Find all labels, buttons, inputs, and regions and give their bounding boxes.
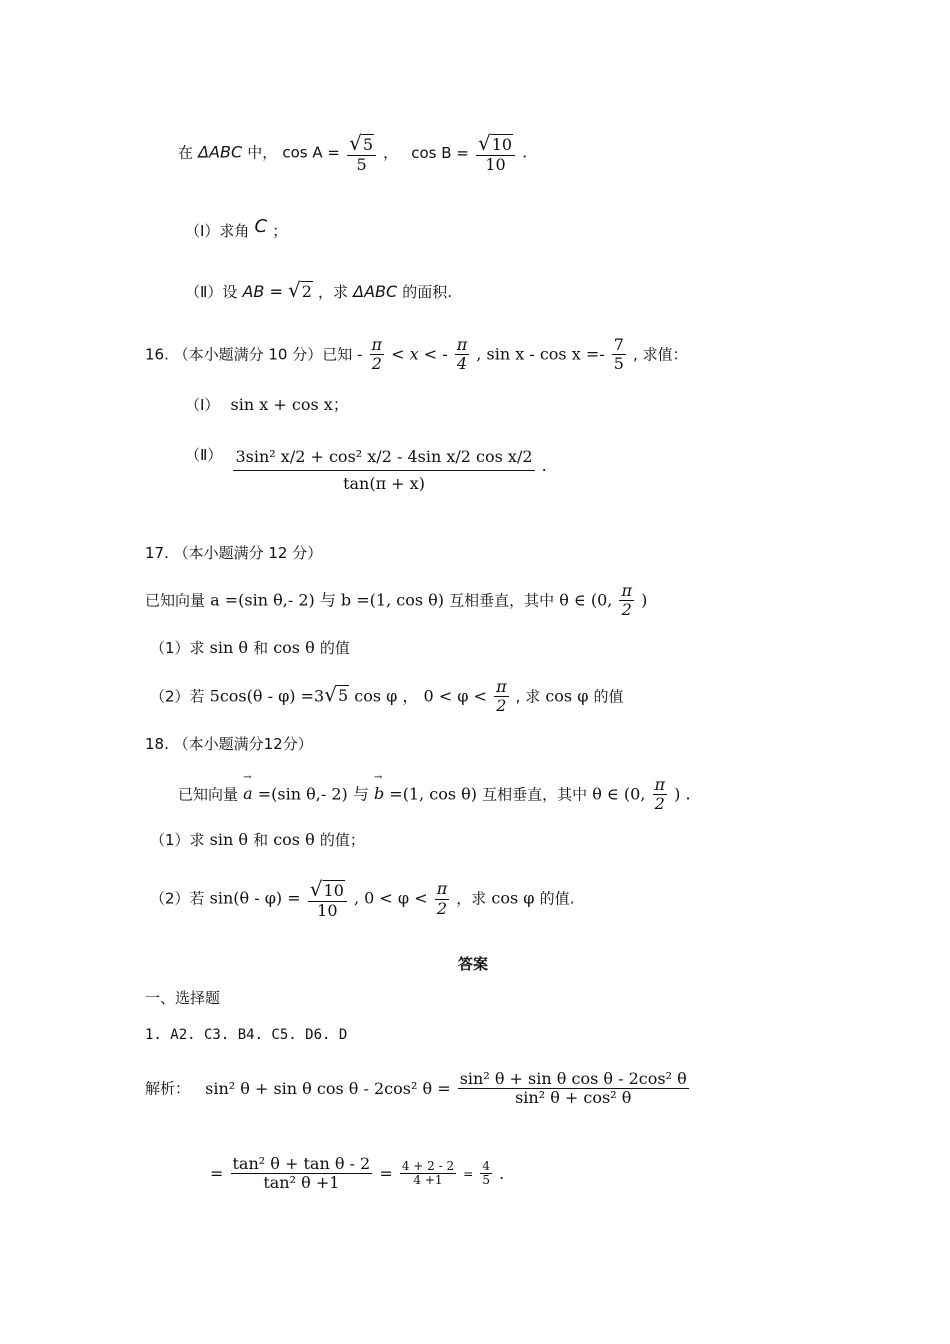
p15-triangle: ΔABC bbox=[198, 142, 243, 162]
p15-cosB: cos B = bbox=[411, 143, 469, 162]
p17-q2: （2）若 5cos(θ - φ) =3√5 cos φ ， 0 < φ < $\frac{\pi}{2}$ , 求 cos φ 的值 bbox=[150, 677, 624, 716]
p17-line1: 已知向量 a =(sin θ,- 2) 与 b =(1, cos θ) 互相垂直，其中 θ ∈ (0, $\frac{\pi}{2}$ ) bbox=[145, 581, 648, 620]
p16-head: 16. （本小题满分 10 分）已知 - $\frac{\pi}{2}$ < x < - $\frac{\pi}{4}$ , sin x - cos x =- $\frac{7}{5}$ , 求值： bbox=[145, 335, 688, 374]
p15-cosA-frac: $\frac{√5}{5}$ bbox=[347, 132, 376, 174]
p17-head: 17. （本小题满分 12 分） bbox=[145, 544, 323, 562]
section-choice: 一、选择题 bbox=[145, 989, 221, 1007]
p16-q2-frac: $\frac{\text{3sin² x/2 + cos² x/2 - 4sin x/2 cos x/2}}{\tan(\pi + x)}$ bbox=[235, 447, 533, 494]
p18-q2: （2）若 sin(θ - φ) = $\frac{√10}{10}$ , 0 < φ < $\frac{\pi}{2}$ ，求 cos φ 的值. bbox=[150, 877, 575, 920]
p15-q2: （Ⅱ）设 AB = √2 ，求 ΔABC 的面积. bbox=[185, 278, 453, 302]
p15-cosA: cos A = bbox=[282, 143, 340, 162]
p15-pre: 在 bbox=[178, 143, 194, 162]
p18-q1: （1）求 sin θ 和 cos θ 的值； bbox=[150, 830, 365, 849]
p15-given: 在 ΔABC 中， cos A = $\frac{√5}{5}$ ， cos B = $\frac{√10}{10}$ . bbox=[178, 131, 528, 174]
p15-cosB-frac: $\frac{√10}{10}$ bbox=[476, 132, 515, 174]
p15-mid: 中， bbox=[247, 143, 278, 162]
p15-q1: （Ⅰ）求角 C ； bbox=[185, 216, 288, 240]
choice-answers: 1. A2. C3. B4. C5. D6. D bbox=[145, 1027, 348, 1043]
answers-title: 答案 bbox=[458, 955, 489, 973]
p18-line1: 已知向量 → a =(sin θ,- 2) 与 → b =(1, cos θ) 互相垂直，其中 θ ∈ (0, $\frac{\pi}{2}$ ) . bbox=[178, 776, 691, 814]
p17-q1: （1）求 sin θ 和 cos θ 的值 bbox=[150, 638, 350, 657]
jiexi-line2: = $\frac{\text{tan² θ + tan θ - 2}}{\text{tan² θ +1}}$ = $\frac{4 + 2 - 2}{4 +1}$ = $\frac{4}{5}$ . bbox=[210, 1154, 505, 1193]
p16-q2: （Ⅱ） $\frac{\text{3sin² x/2 + cos² x/2 - 4sin x/2 cos x/2}}{\tan(\pi + x)}$ . bbox=[185, 446, 547, 494]
jiexi-line1: 解析： sin² θ + sin θ cos θ - 2cos² θ = $\frac{\text{sin² θ + sin θ cos θ - 2cos² θ}}{\text{sin² θ + cos² θ}}$ bbox=[145, 1069, 687, 1108]
p18-head: 18. （本小题满分12分） bbox=[145, 735, 313, 753]
p16-q1: （Ⅰ） sin x + cos x； bbox=[185, 395, 349, 414]
